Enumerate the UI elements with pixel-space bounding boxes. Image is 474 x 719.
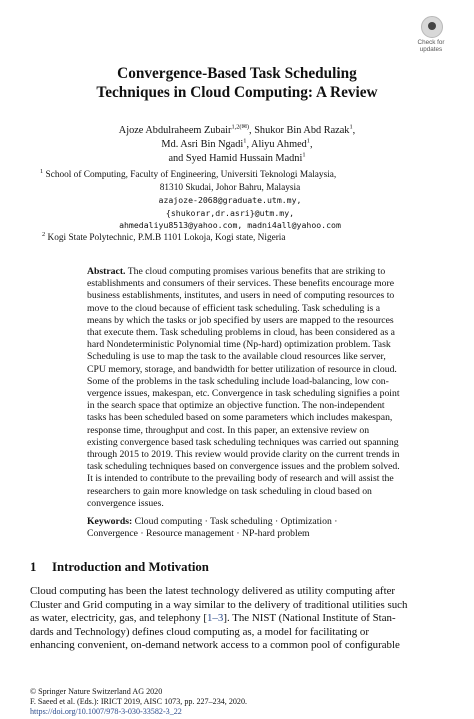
body-line: enhancing convenient, on-demand network access to a common pool of configurable	[30, 639, 400, 652]
abstract-line: means by which the tasks or job specified by users are mapped to the resources	[87, 314, 394, 326]
abstract-line: researchers to gain more knowledge on task scheduling in cloud based on	[87, 485, 372, 497]
abstract-line: through 2015 to 2019. This review would provide clarity on the current trends in	[87, 449, 400, 461]
affiliation-1-line-2: 81310 Skudai, Johor Bahru, Malaysia	[159, 182, 301, 193]
copyright-footer	[30, 687, 247, 717]
affiliation-1-line-1: School of Computing, Faculty of Engineering, Universiti Teknologi Malaysia,	[45, 170, 337, 180]
affiliation-2-sup: 2	[42, 230, 46, 238]
body-line: dards and Technology) defines cloud computing as, a model for facilitating or	[30, 625, 369, 638]
body-line: as water, electricity, gas, and telephony [	[30, 612, 207, 625]
abstract-line: hard Nondeterministic Polynomial time (Np-hard) optimization problem. Task	[87, 339, 391, 351]
abstract-line: move to the cloud because of efficient task scheduling. Task scheduling is a	[87, 302, 381, 314]
abstract-line: business establishments, institutes, and users in need of computing resources to	[87, 290, 395, 302]
body-line: ]. The NIST (National Institute of Stan-	[223, 612, 396, 625]
section-number: 1	[30, 560, 37, 574]
abstract-line: Scheduling is use to map the task to the available cloud resources like server,	[87, 351, 386, 363]
keywords-label: Keywords:	[87, 516, 133, 527]
abstract-line: The cloud computing promises various benefits that are striking to	[125, 266, 386, 277]
email-3[interactable]: ahmedaliyu8513@yahoo.com, madni4all@yahoo.com	[119, 220, 341, 231]
affiliation-1-sup: 1	[40, 167, 44, 175]
affiliation-2-line-1: Kogi State Polytechnic, P.M.B 1101 Lokoja, Kogi state, Nigeria	[47, 232, 286, 243]
author-5: and Syed Hamid Hussain Madni	[168, 153, 303, 164]
author-2-sup: 1	[349, 123, 353, 131]
affiliations	[40, 167, 460, 245]
author-list: Ajoze Abdulraheem Zubair$^{1,2(✉)}$, Shukor Bin Abd Razak$^1$, Md. Asri Bin Ngadi$^1$, Aliyu Ahmed$^1$, and Syed Hamid Hussain Madni$^1$	[118, 123, 356, 164]
author-1-sup: 1,2(✉)	[231, 123, 250, 131]
abstract-line: existing convergence based task scheduling techniques was carried out spanning	[87, 436, 399, 448]
keywords-line-1: Cloud computing · Task scheduling · Optimization ·	[132, 516, 338, 527]
doi-link[interactable]: https://doi.org/10.1007/978-3-030-33582-3_22	[30, 707, 182, 716]
email-2[interactable]: {shukorar,dr.asri}@utm.my,	[165, 207, 295, 218]
citation-link[interactable]: 1–3	[206, 612, 224, 625]
body-line: Cloud computing has been the latest technology delivered as utility computing after	[30, 585, 396, 597]
author-3: Md. Asri Bin Ngadi	[161, 139, 244, 150]
proceedings-line: F. Saeed et al. (Eds.): IRICT 2019, AISC 1073, pp. 227–234, 2020.	[30, 697, 248, 706]
author-1: Ajoze Abdulraheem Zubair	[118, 125, 232, 136]
abstract	[87, 266, 400, 510]
abstract-line: Some of the problems in the task scheduling include load-balancing, low con-	[87, 375, 389, 387]
abstract-line: vergence issues, makespan, etc. Convergence in task scheduling signifies a point	[87, 388, 400, 400]
abstract-label: Abstract.	[87, 266, 126, 277]
section-heading	[30, 560, 209, 575]
copyright-line: © Springer Nature Switzerland AG 2020	[30, 687, 163, 696]
title-line-1: Convergence-Based Task Scheduling	[117, 65, 357, 82]
keywords	[87, 516, 387, 540]
body-line: Cluster and Grid computing in a way similar to the delivery of traditional utilities such	[30, 598, 408, 611]
section-title: Introduction and Motivation	[52, 560, 209, 574]
author-4-sup: 1	[306, 137, 310, 145]
abstract-line: tasks has been scheduled based on some parameters which includes makespan,	[87, 412, 393, 424]
author-4: , Aliyu Ahmed	[246, 139, 307, 150]
abstract-line: establishments and consumers of their services. These benefits encourage more	[87, 278, 395, 290]
author-5-sup: 1	[302, 151, 306, 159]
abstract-line: that execute them. Task scheduling problems in cloud, has been considered as a	[87, 327, 395, 339]
check-for-updates-icon	[421, 16, 443, 38]
author-2: , Shukor Bin Abd Razak	[249, 125, 350, 136]
check-for-updates-label: Check for updates	[417, 39, 445, 54]
abstract-line: task scheduling techniques based on convergence issues and the problem solved.	[87, 461, 400, 473]
email-1[interactable]: azajoze-2068@graduate.utm.my,	[158, 195, 302, 206]
check-for-updates-badge[interactable]	[408, 16, 452, 66]
author-3-sup: 1	[243, 137, 247, 145]
abstract-line: It is intended to contribute to the prevailing body of research and will assist the	[87, 473, 394, 485]
abstract-line: convergence issues.	[87, 497, 164, 509]
paper-title	[30, 64, 444, 102]
title-line-2: Techniques in Cloud Computing: A Review	[96, 84, 378, 101]
body-text	[30, 585, 444, 653]
keywords-line-2: Convergence · Resource management · NP-hard problem	[87, 528, 310, 540]
abstract-line: response time, throughput and cost. In this paper, an extensive review on	[87, 424, 370, 436]
abstract-line: CPU memory, storage, and bandwidth for better utilization of resource in cloud.	[87, 363, 397, 375]
abstract-line: in the search space that optimize an objective function. The non-independent	[87, 400, 385, 412]
